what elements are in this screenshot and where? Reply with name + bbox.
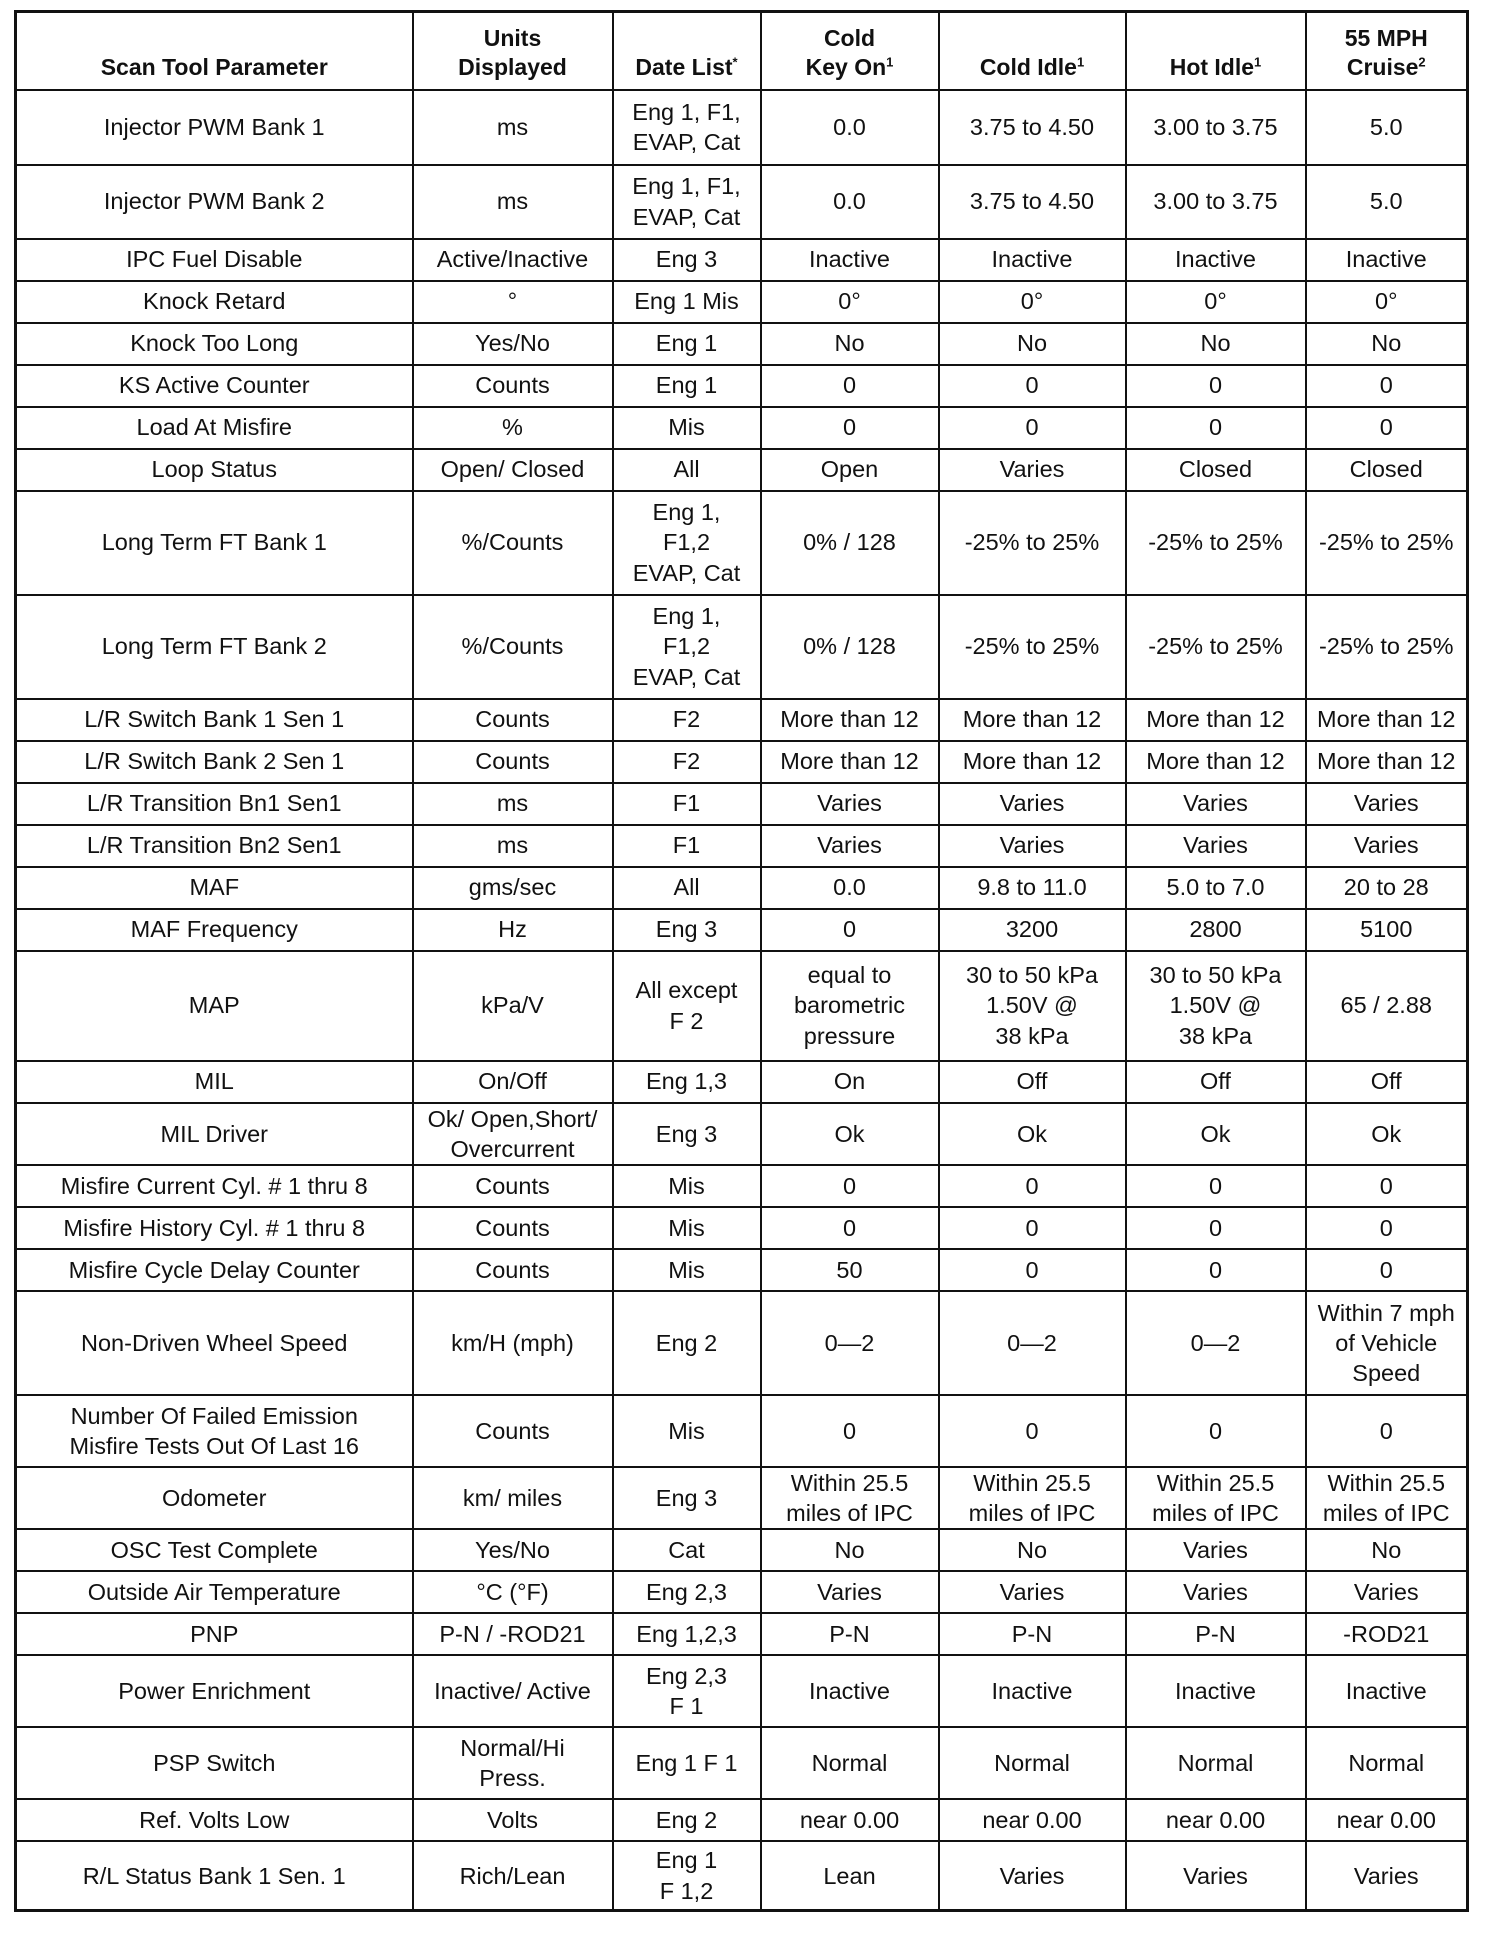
cell-cold-idle: -25% to 25%	[939, 595, 1126, 699]
cell-hot-idle: Varies	[1126, 1529, 1306, 1571]
cell-cruise: 65 / 2.88	[1306, 951, 1468, 1061]
table-row	[16, 1467, 1468, 1529]
cell-units: Normal/Hi Press.	[413, 1727, 613, 1799]
header-row	[16, 12, 1468, 90]
cell-units: Ok/ Open,Short/ Overcurrent	[413, 1103, 613, 1165]
cell-parameter: Misfire History Cyl. # 1 thru 8	[16, 1207, 413, 1249]
cell-cruise: Normal	[1306, 1727, 1468, 1799]
cell-cold-idle: 3.75 to 4.50	[939, 165, 1126, 239]
cell-parameter: MAF Frequency	[16, 909, 413, 951]
cell-hot-idle: -25% to 25%	[1126, 491, 1306, 595]
cell-hot-idle: 2800	[1126, 909, 1306, 951]
cell-cruise: 0	[1306, 1249, 1468, 1291]
cell-data-list: F2	[613, 741, 761, 783]
cell-hot-idle: Ok	[1126, 1103, 1306, 1165]
header-label: Date List	[635, 54, 733, 81]
cell-cold-idle: Varies	[939, 1841, 1126, 1911]
cell-data-list: Eng 3	[613, 1467, 761, 1529]
cell-hot-idle: near 0.00	[1126, 1799, 1306, 1841]
cell-units: Counts	[413, 1165, 613, 1207]
cell-hot-idle: 0°	[1126, 281, 1306, 323]
table-row	[16, 1165, 1468, 1207]
cell-parameter: PSP Switch	[16, 1727, 413, 1799]
cell-cold-idle: Varies	[939, 449, 1126, 491]
table-row	[16, 1103, 1468, 1165]
cell-parameter: Injector PWM Bank 1	[16, 90, 413, 165]
cell-cruise: 0	[1306, 1207, 1468, 1249]
cell-cold-idle: 0	[939, 1249, 1126, 1291]
cell-units: Yes/No	[413, 1529, 613, 1571]
table-row	[16, 1395, 1468, 1467]
cell-cruise: -25% to 25%	[1306, 491, 1468, 595]
cell-hot-idle: 0	[1126, 1249, 1306, 1291]
cell-parameter: L/R Switch Bank 1 Sen 1	[16, 699, 413, 741]
cell-units: %/Counts	[413, 595, 613, 699]
cell-cold-key-on: No	[761, 323, 939, 365]
cell-data-list: Eng 1, F1,2 EVAP, Cat	[613, 491, 761, 595]
cell-data-list: Eng 1,3	[613, 1061, 761, 1103]
cell-hot-idle: No	[1126, 323, 1306, 365]
cell-units: %	[413, 407, 613, 449]
cell-cruise: Inactive	[1306, 1655, 1468, 1727]
table-row	[16, 867, 1468, 909]
cell-cold-idle: Varies	[939, 783, 1126, 825]
cell-units: gms/sec	[413, 867, 613, 909]
header-label: Scan Tool Parameter	[100, 54, 328, 81]
header-units	[413, 12, 613, 90]
cell-units: Counts	[413, 1207, 613, 1249]
header-footnote-mark: *	[732, 54, 738, 70]
cell-units: km/H (mph)	[413, 1291, 613, 1395]
table-row	[16, 1291, 1468, 1395]
cell-cruise: 0	[1306, 365, 1468, 407]
table-row	[16, 90, 1468, 165]
cell-hot-idle: 0	[1126, 1207, 1306, 1249]
cell-data-list: All	[613, 867, 761, 909]
cell-hot-idle: 5.0 to 7.0	[1126, 867, 1306, 909]
cell-units: Inactive/ Active	[413, 1655, 613, 1727]
cell-parameter: Loop Status	[16, 449, 413, 491]
cell-hot-idle: 0	[1126, 407, 1306, 449]
cell-cruise: -ROD21	[1306, 1613, 1468, 1655]
cell-cruise: 5.0	[1306, 90, 1468, 165]
cell-data-list: F1	[613, 783, 761, 825]
cell-parameter: MAP	[16, 951, 413, 1061]
table-row	[16, 1613, 1468, 1655]
cell-cruise: Within 25.5 miles of IPC	[1306, 1467, 1468, 1529]
cell-units: Volts	[413, 1799, 613, 1841]
table-row	[16, 699, 1468, 741]
cell-cold-key-on: P-N	[761, 1613, 939, 1655]
cell-parameter: Misfire Current Cyl. # 1 thru 8	[16, 1165, 413, 1207]
scan-tool-data-table	[14, 10, 1469, 1912]
cell-cold-idle: Inactive	[939, 239, 1126, 281]
table-row	[16, 323, 1468, 365]
cell-cold-idle: 0	[939, 1165, 1126, 1207]
cell-cold-key-on: 50	[761, 1249, 939, 1291]
cell-cold-key-on: More than 12	[761, 699, 939, 741]
cell-cold-key-on: 0.0	[761, 90, 939, 165]
cell-cruise: Off	[1306, 1061, 1468, 1103]
cell-hot-idle: -25% to 25%	[1126, 595, 1306, 699]
cell-cold-key-on: Varies	[761, 825, 939, 867]
cell-cold-key-on: 0	[761, 1165, 939, 1207]
table-row	[16, 1207, 1468, 1249]
cell-parameter: PNP	[16, 1613, 413, 1655]
cell-hot-idle: Normal	[1126, 1727, 1306, 1799]
cell-units: °	[413, 281, 613, 323]
header-footnote-mark: 1	[1254, 54, 1262, 70]
cell-parameter: R/L Status Bank 1 Sen. 1	[16, 1841, 413, 1911]
cell-cruise: No	[1306, 1529, 1468, 1571]
cell-cold-key-on: Normal	[761, 1727, 939, 1799]
cell-cruise: Within 7 mph of Vehicle Speed	[1306, 1291, 1468, 1395]
cell-data-list: Eng 2,3	[613, 1571, 761, 1613]
table-row	[16, 1841, 1468, 1911]
cell-cold-idle: P-N	[939, 1613, 1126, 1655]
cell-cruise: 0°	[1306, 281, 1468, 323]
cell-units: Hz	[413, 909, 613, 951]
cell-cruise: More than 12	[1306, 741, 1468, 783]
cell-cold-key-on: 0% / 128	[761, 595, 939, 699]
cell-cold-key-on: On	[761, 1061, 939, 1103]
cell-parameter: KS Active Counter	[16, 365, 413, 407]
cell-cruise: Inactive	[1306, 239, 1468, 281]
cell-hot-idle: More than 12	[1126, 699, 1306, 741]
cell-data-list: All	[613, 449, 761, 491]
cell-cold-key-on: 0	[761, 909, 939, 951]
cell-cold-idle: Varies	[939, 1571, 1126, 1613]
cell-cold-idle: Off	[939, 1061, 1126, 1103]
cell-cold-idle: Ok	[939, 1103, 1126, 1165]
header-cold-key-on	[761, 12, 939, 90]
cell-parameter: MIL	[16, 1061, 413, 1103]
cell-cold-idle: No	[939, 323, 1126, 365]
cell-units: Yes/No	[413, 323, 613, 365]
cell-hot-idle: Inactive	[1126, 1655, 1306, 1727]
cell-cold-idle: 0	[939, 1207, 1126, 1249]
cell-data-list: Eng 2	[613, 1799, 761, 1841]
cell-cold-key-on: Varies	[761, 783, 939, 825]
table-row	[16, 1249, 1468, 1291]
table-row	[16, 825, 1468, 867]
cell-data-list: Eng 2	[613, 1291, 761, 1395]
cell-cold-key-on: equal to barometric pressure	[761, 951, 939, 1061]
cell-parameter: Power Enrichment	[16, 1655, 413, 1727]
cell-cold-key-on: More than 12	[761, 741, 939, 783]
cell-cold-key-on: near 0.00	[761, 1799, 939, 1841]
cell-units: Counts	[413, 1395, 613, 1467]
table-row	[16, 1571, 1468, 1613]
cell-units: kPa/V	[413, 951, 613, 1061]
header-cruise	[1306, 12, 1468, 90]
cell-data-list: All except F 2	[613, 951, 761, 1061]
cell-data-list: Mis	[613, 1395, 761, 1467]
cell-parameter: Number Of Failed Emission Misfire Tests Out Of Last 16	[16, 1395, 413, 1467]
cell-hot-idle: 3.00 to 3.75	[1126, 90, 1306, 165]
cell-units: km/ miles	[413, 1467, 613, 1529]
cell-cruise: Varies	[1306, 1571, 1468, 1613]
cell-data-list: F1	[613, 825, 761, 867]
cell-parameter: L/R Transition Bn1 Sen1	[16, 783, 413, 825]
cell-cold-idle: 0—2	[939, 1291, 1126, 1395]
cell-units: ms	[413, 783, 613, 825]
cell-units: Active/Inactive	[413, 239, 613, 281]
cell-data-list: Eng 1 Mis	[613, 281, 761, 323]
cell-cold-key-on: 0°	[761, 281, 939, 323]
cell-parameter: Injector PWM Bank 2	[16, 165, 413, 239]
cell-parameter: Knock Too Long	[16, 323, 413, 365]
header-label: Cold Key On	[805, 24, 887, 81]
cell-cold-key-on: Within 25.5 miles of IPC	[761, 1467, 939, 1529]
table-row	[16, 239, 1468, 281]
cell-cold-idle: Normal	[939, 1727, 1126, 1799]
table-body	[16, 90, 1468, 1911]
cell-hot-idle: Varies	[1126, 1571, 1306, 1613]
cell-data-list: Cat	[613, 1529, 761, 1571]
cell-hot-idle: 3.00 to 3.75	[1126, 165, 1306, 239]
header-label: Cold Idle	[979, 54, 1077, 81]
cell-data-list: Eng 1 F 1	[613, 1727, 761, 1799]
cell-data-list: Eng 1, F1, EVAP, Cat	[613, 90, 761, 165]
cell-cold-idle: 3200	[939, 909, 1126, 951]
cell-data-list: Eng 1 F 1,2	[613, 1841, 761, 1911]
header-data-list	[613, 12, 761, 90]
cell-data-list: Mis	[613, 1207, 761, 1249]
cell-cold-key-on: Inactive	[761, 1655, 939, 1727]
cell-cruise: 20 to 28	[1306, 867, 1468, 909]
cell-parameter: Outside Air Temperature	[16, 1571, 413, 1613]
cell-cold-idle: Inactive	[939, 1655, 1126, 1727]
table-row	[16, 595, 1468, 699]
scan-tool-data-table-container	[14, 10, 1466, 1912]
cell-cold-key-on: Lean	[761, 1841, 939, 1911]
cell-cruise: 0	[1306, 1165, 1468, 1207]
cell-cold-idle: 0	[939, 407, 1126, 449]
cell-cold-idle: 30 to 50 kPa 1.50V @ 38 kPa	[939, 951, 1126, 1061]
table-row	[16, 783, 1468, 825]
cell-units: On/Off	[413, 1061, 613, 1103]
table-row	[16, 1655, 1468, 1727]
cell-data-list: Eng 3	[613, 909, 761, 951]
cell-hot-idle: 0	[1126, 1395, 1306, 1467]
cell-cold-idle: near 0.00	[939, 1799, 1126, 1841]
cell-data-list: Eng 1	[613, 323, 761, 365]
table-row	[16, 1727, 1468, 1799]
cell-cruise: 5.0	[1306, 165, 1468, 239]
cell-units: ms	[413, 165, 613, 239]
cell-cold-key-on: Varies	[761, 1571, 939, 1613]
cell-parameter: Misfire Cycle Delay Counter	[16, 1249, 413, 1291]
cell-units: °C (°F)	[413, 1571, 613, 1613]
cell-cold-key-on: Inactive	[761, 239, 939, 281]
table-row	[16, 281, 1468, 323]
table-row	[16, 1799, 1468, 1841]
cell-data-list: Mis	[613, 1165, 761, 1207]
cell-units: Counts	[413, 365, 613, 407]
cell-cold-idle: 0	[939, 1395, 1126, 1467]
cell-units: Open/ Closed	[413, 449, 613, 491]
cell-hot-idle: Closed	[1126, 449, 1306, 491]
cell-units: Rich/Lean	[413, 1841, 613, 1911]
cell-cruise: Ok	[1306, 1103, 1468, 1165]
cell-cold-key-on: 0.0	[761, 165, 939, 239]
cell-cold-key-on: Open	[761, 449, 939, 491]
cell-data-list: Eng 1, F1,2 EVAP, Cat	[613, 595, 761, 699]
cell-cold-key-on: Ok	[761, 1103, 939, 1165]
table-row	[16, 909, 1468, 951]
cell-hot-idle: More than 12	[1126, 741, 1306, 783]
cell-cruise: 0	[1306, 407, 1468, 449]
cell-cruise: Closed	[1306, 449, 1468, 491]
cell-cold-idle: 0°	[939, 281, 1126, 323]
cell-parameter: MAF	[16, 867, 413, 909]
table-row	[16, 449, 1468, 491]
cell-cold-key-on: 0% / 128	[761, 491, 939, 595]
cell-hot-idle: 30 to 50 kPa 1.50V @ 38 kPa	[1126, 951, 1306, 1061]
cell-units: P-N / -ROD21	[413, 1613, 613, 1655]
cell-parameter: L/R Transition Bn2 Sen1	[16, 825, 413, 867]
table-row	[16, 165, 1468, 239]
header-footnote-mark: 2	[1418, 54, 1426, 70]
header-label: 55 MPH Cruise	[1344, 24, 1428, 81]
cell-hot-idle: 0	[1126, 1165, 1306, 1207]
table-row	[16, 407, 1468, 449]
cell-cruise: 5100	[1306, 909, 1468, 951]
cell-parameter: Long Term FT Bank 1	[16, 491, 413, 595]
table-row	[16, 1061, 1468, 1103]
cell-cruise: near 0.00	[1306, 1799, 1468, 1841]
cell-hot-idle: 0	[1126, 365, 1306, 407]
cell-cold-idle: More than 12	[939, 699, 1126, 741]
cell-hot-idle: Varies	[1126, 1841, 1306, 1911]
cell-parameter: IPC Fuel Disable	[16, 239, 413, 281]
cell-data-list: Eng 1	[613, 365, 761, 407]
cell-units: Counts	[413, 699, 613, 741]
header-label: Hot Idle	[1169, 54, 1255, 81]
cell-parameter: Ref. Volts Low	[16, 1799, 413, 1841]
cell-units: Counts	[413, 1249, 613, 1291]
header-hot-idle	[1126, 12, 1306, 90]
cell-hot-idle: Varies	[1126, 783, 1306, 825]
cell-cold-key-on: No	[761, 1529, 939, 1571]
table-row	[16, 741, 1468, 783]
cell-cold-key-on: 0	[761, 407, 939, 449]
cell-cold-idle: 0	[939, 365, 1126, 407]
cell-cold-idle: No	[939, 1529, 1126, 1571]
cell-cruise: 0	[1306, 1395, 1468, 1467]
cell-data-list: Mis	[613, 407, 761, 449]
cell-units: Counts	[413, 741, 613, 783]
cell-parameter: Long Term FT Bank 2	[16, 595, 413, 699]
header-footnote-mark: 1	[1076, 54, 1085, 70]
cell-parameter: Non-Driven Wheel Speed	[16, 1291, 413, 1395]
header-footnote-mark: 1	[886, 54, 894, 70]
table-row	[16, 951, 1468, 1061]
cell-cold-idle: Within 25.5 miles of IPC	[939, 1467, 1126, 1529]
cell-cold-idle: 9.8 to 11.0	[939, 867, 1126, 909]
cell-cold-idle: 3.75 to 4.50	[939, 90, 1126, 165]
cell-cruise: Varies	[1306, 1841, 1468, 1911]
cell-cold-idle: Varies	[939, 825, 1126, 867]
cell-data-list: F2	[613, 699, 761, 741]
cell-cold-key-on: 0—2	[761, 1291, 939, 1395]
cell-parameter: Knock Retard	[16, 281, 413, 323]
cell-cruise: No	[1306, 323, 1468, 365]
cell-hot-idle: Within 25.5 miles of IPC	[1126, 1467, 1306, 1529]
table-row	[16, 1529, 1468, 1571]
cell-data-list: Eng 2,3 F 1	[613, 1655, 761, 1727]
cell-data-list: Eng 1,2,3	[613, 1613, 761, 1655]
cell-parameter: OSC Test Complete	[16, 1529, 413, 1571]
cell-hot-idle: Varies	[1126, 825, 1306, 867]
cell-cruise: Varies	[1306, 783, 1468, 825]
cell-parameter: Odometer	[16, 1467, 413, 1529]
cell-cruise: Varies	[1306, 825, 1468, 867]
header-parameter	[16, 12, 413, 90]
cell-cruise: -25% to 25%	[1306, 595, 1468, 699]
header-label: Units Displayed	[458, 24, 567, 81]
cell-cold-key-on: 0	[761, 1207, 939, 1249]
cell-units: %/Counts	[413, 491, 613, 595]
cell-cold-idle: More than 12	[939, 741, 1126, 783]
cell-units: ms	[413, 825, 613, 867]
cell-data-list: Eng 3	[613, 1103, 761, 1165]
table-row	[16, 491, 1468, 595]
cell-parameter: Load At Misfire	[16, 407, 413, 449]
header-cold-idle	[939, 12, 1126, 90]
cell-hot-idle: Inactive	[1126, 239, 1306, 281]
cell-parameter: L/R Switch Bank 2 Sen 1	[16, 741, 413, 783]
cell-data-list: Mis	[613, 1249, 761, 1291]
cell-data-list: Eng 3	[613, 239, 761, 281]
cell-cold-key-on: 0.0	[761, 867, 939, 909]
cell-cruise: More than 12	[1306, 699, 1468, 741]
cell-cold-key-on: 0	[761, 1395, 939, 1467]
cell-hot-idle: P-N	[1126, 1613, 1306, 1655]
cell-hot-idle: 0—2	[1126, 1291, 1306, 1395]
cell-units: ms	[413, 90, 613, 165]
cell-hot-idle: Off	[1126, 1061, 1306, 1103]
table-row	[16, 365, 1468, 407]
cell-data-list: Eng 1, F1, EVAP, Cat	[613, 165, 761, 239]
cell-cold-idle: -25% to 25%	[939, 491, 1126, 595]
cell-parameter: MIL Driver	[16, 1103, 413, 1165]
cell-cold-key-on: 0	[761, 365, 939, 407]
